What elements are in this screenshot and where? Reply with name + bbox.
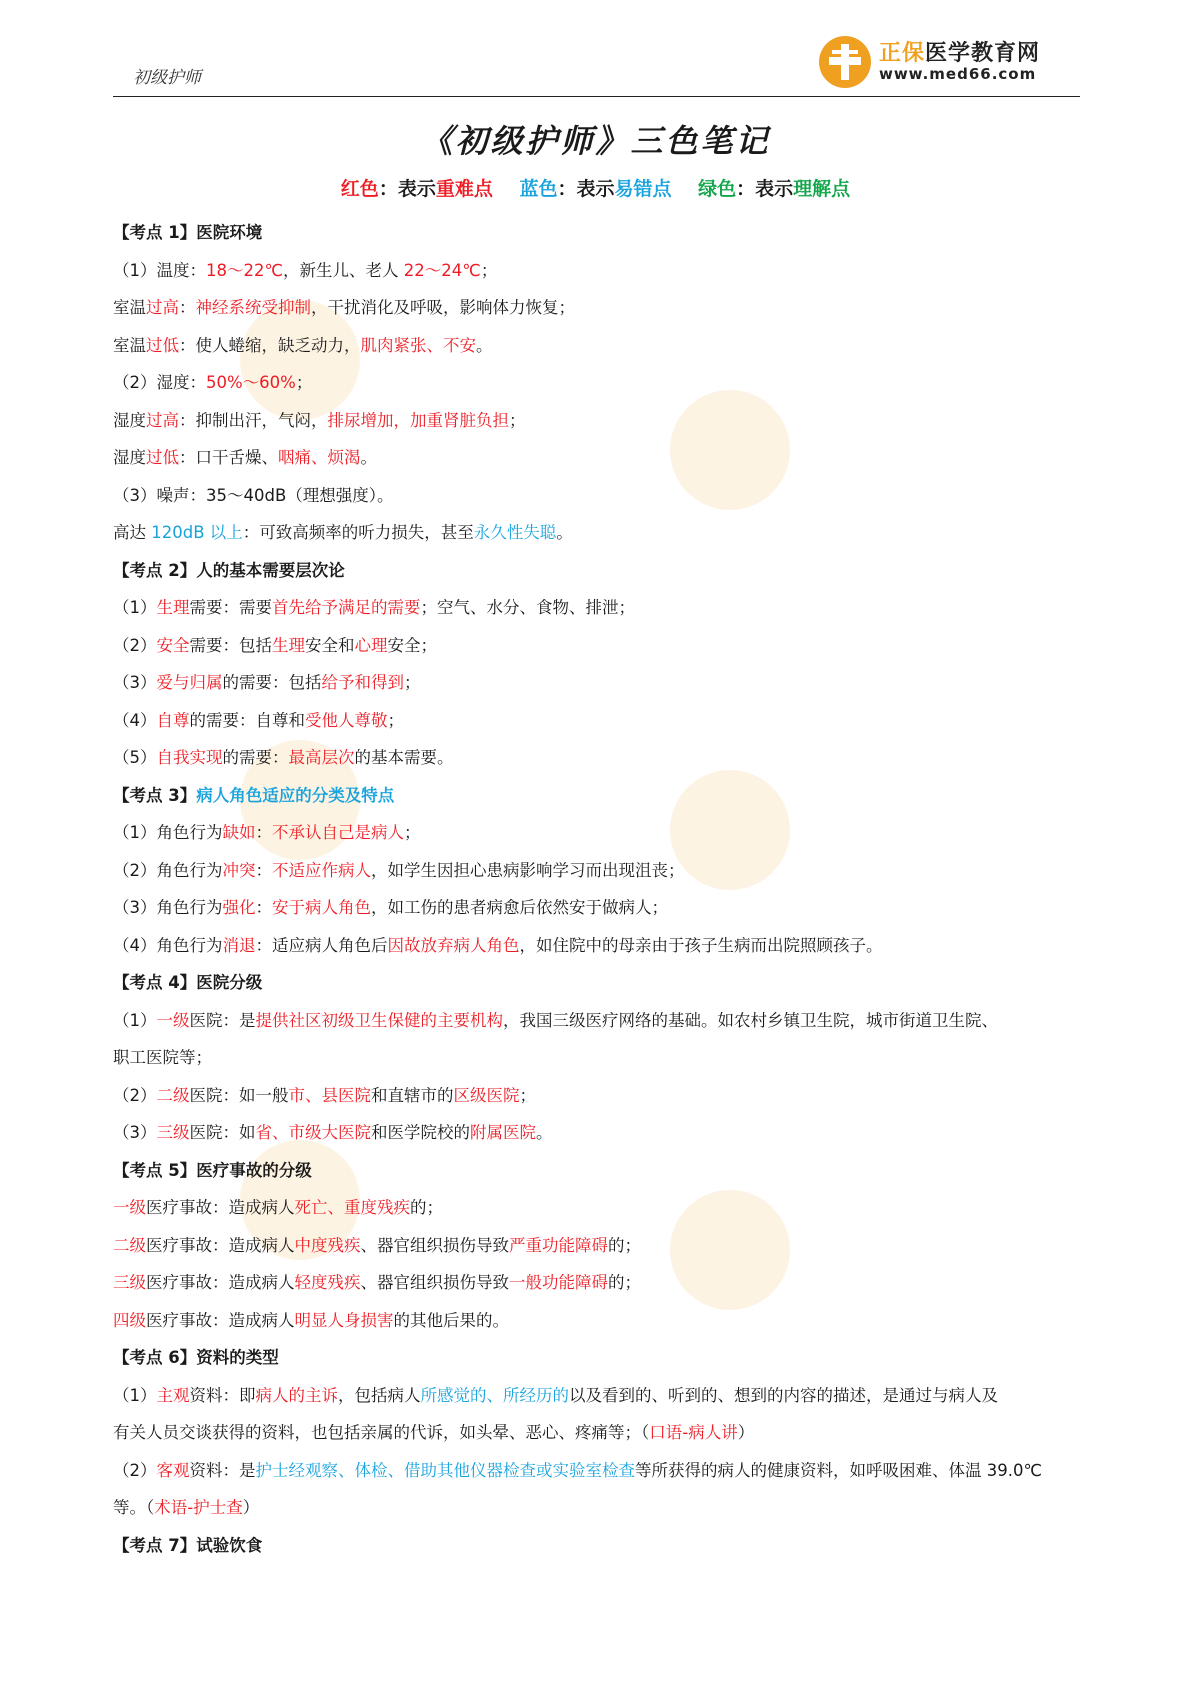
- text-segment: ：: [179, 298, 196, 317]
- text-segment: 医疗事故：造成病人: [146, 1198, 295, 1217]
- text-segment: 需要：包括: [189, 635, 272, 655]
- note-line: [113, 252, 1083, 290]
- text-segment: 的其他后果的。: [393, 1310, 509, 1330]
- red-highlight: 提供社区初级卫生保健的主要机构: [255, 1010, 503, 1030]
- red-highlight: 生理: [272, 635, 305, 655]
- note-line: [113, 889, 1083, 927]
- text-segment: （2）: [113, 635, 157, 655]
- red-highlight: 不适应作病人: [272, 860, 371, 880]
- red-highlight: 因故放弃病人角色: [387, 935, 520, 955]
- text-segment: （1）: [113, 598, 157, 617]
- text-segment: ，新生儿、老人: [283, 260, 404, 280]
- page-title: 《初级护师》三色笔记: [420, 122, 771, 160]
- text-segment: 的基本需要。: [354, 748, 454, 767]
- red-highlight: 肌肉紧张、不安: [360, 335, 476, 355]
- text-segment: ，包括病人: [338, 1385, 421, 1405]
- red-highlight: 咽痛、烦渴: [278, 448, 361, 467]
- text-segment: ：: [255, 898, 272, 917]
- red-highlight: 三级: [113, 1273, 146, 1292]
- text-segment: ；: [404, 823, 421, 842]
- text-segment: ：可致高频率的听力损失，甚至: [242, 523, 474, 542]
- note-line: [113, 1002, 1083, 1040]
- note-line: [113, 852, 1083, 890]
- text-segment: ；: [387, 710, 404, 730]
- text-segment: ：: [255, 823, 272, 842]
- color-legend: [0, 174, 1191, 201]
- notes-content: [113, 214, 1083, 1564]
- red-highlight: 22～24℃: [403, 260, 481, 280]
- red-highlight: 病人的主诉: [255, 1385, 338, 1405]
- red-highlight: 不承认自己是病人: [272, 823, 404, 842]
- brand-logo: [817, 34, 1040, 90]
- text-segment: 的需要：自尊和: [189, 710, 305, 730]
- red-highlight: 严重功能障碍: [509, 1235, 608, 1255]
- red-highlight: 生理: [156, 598, 190, 617]
- text-segment: 安全；: [387, 635, 437, 655]
- text-segment: ：适应病人角色后: [255, 935, 388, 955]
- text-segment: 、器官组织损伤导致: [360, 1273, 509, 1292]
- text-segment: ，干扰消化及呼吸，影响体力恢复；: [311, 298, 575, 317]
- red-highlight: 中度残疾: [294, 1235, 361, 1255]
- note-line: [113, 1114, 1083, 1152]
- blue-highlight: 120dB 以上: [151, 523, 243, 542]
- note-line: [113, 1414, 1083, 1452]
- text-segment: ；: [295, 373, 313, 392]
- red-highlight: 二级: [156, 1085, 190, 1105]
- text-segment: （4）: [113, 710, 157, 730]
- note-line: [113, 514, 1083, 552]
- text-segment: （1）温度：: [113, 260, 206, 280]
- legend-green: 绿色：表示理解点: [698, 178, 851, 200]
- text-segment: 湿度: [113, 448, 146, 467]
- text-segment: 以及看到的、听到的、想到的内容的描述，是通过与病人及: [569, 1385, 998, 1405]
- section-heading: [113, 964, 1083, 1002]
- text-segment: 的；: [608, 1273, 641, 1292]
- text-segment: 需要：需要: [189, 598, 272, 617]
- section-heading: [113, 1339, 1083, 1377]
- red-highlight: 冲突: [222, 860, 256, 880]
- note-line: [113, 1302, 1083, 1340]
- text-segment: ：使人蜷缩，缺乏动力，: [179, 335, 361, 355]
- text-segment: （1）: [113, 1385, 157, 1405]
- text-segment: 室温: [113, 335, 146, 355]
- text-segment: 和医学院校的: [371, 1123, 470, 1142]
- text-segment: ；: [404, 673, 421, 692]
- text-segment: 室温: [113, 298, 146, 317]
- red-highlight: 客观: [156, 1460, 190, 1480]
- red-highlight: 缺如: [222, 823, 256, 842]
- text-segment: ，我国三级医疗网络的基础。如农村乡镇卫生院，城市街道卫生院、: [503, 1010, 998, 1030]
- text-segment: （3）角色行为: [113, 898, 223, 917]
- text-segment: 职工医院等；: [113, 1048, 212, 1067]
- red-highlight: 受他人尊敬: [305, 710, 388, 730]
- note-line: [113, 327, 1083, 365]
- text-segment: ）: [242, 1498, 260, 1517]
- red-highlight: 神经系统受抑制: [195, 298, 311, 317]
- text-segment: ）: [737, 1423, 755, 1442]
- section-heading: [113, 1152, 1083, 1190]
- red-highlight: 一般功能障碍: [509, 1273, 608, 1292]
- text-segment: 湿度: [113, 410, 146, 430]
- text-segment: 【考点 1】医院环境: [113, 223, 263, 242]
- note-line: [113, 1489, 1083, 1527]
- red-highlight: 市、县医院: [288, 1085, 371, 1105]
- text-segment: 的；: [410, 1198, 443, 1217]
- red-highlight: 过低: [146, 335, 179, 355]
- text-segment: 医疗事故：造成病人: [146, 1273, 295, 1292]
- red-highlight: 给予和得到: [321, 673, 404, 692]
- text-segment: （2）湿度：: [113, 373, 206, 392]
- text-segment: 【考点 7】试验饮食: [113, 1535, 263, 1555]
- text-segment: ：: [255, 860, 272, 880]
- text-segment: 【考点 3】: [113, 785, 197, 805]
- text-segment: 。: [556, 523, 573, 542]
- text-segment: 有关人员交谈获得的资料，也包括亲属的代诉，如头晕、恶心、疼痛等；（: [113, 1423, 650, 1442]
- section-heading: [113, 214, 1083, 252]
- legend-red: 红色：表示重难点: [340, 178, 493, 200]
- text-segment: 【考点 5】医疗事故的分级: [113, 1160, 312, 1180]
- note-line: [113, 1377, 1083, 1415]
- text-segment: ；: [480, 260, 498, 280]
- note-line: [113, 1227, 1083, 1265]
- note-line: [113, 477, 1083, 515]
- red-highlight: 50%～60%: [206, 373, 296, 392]
- red-highlight: 过高: [146, 298, 179, 317]
- note-line: [113, 814, 1083, 852]
- text-segment: （2）角色行为: [113, 860, 223, 880]
- text-segment: ，如住院中的母亲由于孩子生病而出院照顾孩子。: [519, 935, 883, 955]
- text-segment: ；空气、水分、食物、排泄；: [420, 598, 635, 617]
- text-segment: （3）: [113, 1123, 157, 1142]
- red-highlight: 二级: [113, 1235, 146, 1255]
- red-highlight: 消退: [222, 935, 256, 955]
- red-highlight: 一级: [113, 1198, 146, 1217]
- text-segment: （2）: [113, 1460, 157, 1480]
- logo-url-text: www.med66.com: [878, 64, 1037, 83]
- note-line: [113, 702, 1083, 740]
- text-segment: 医院：是: [189, 1010, 256, 1030]
- text-segment: ：口干舌燥、: [179, 448, 278, 467]
- section-heading: [113, 552, 1083, 590]
- red-highlight: 18～22℃: [206, 260, 284, 280]
- text-segment: 的需要：: [222, 748, 289, 767]
- text-segment: （4）角色行为: [113, 935, 223, 955]
- text-segment: 安全和: [305, 635, 355, 655]
- text-segment: ；: [509, 410, 526, 430]
- note-line: [113, 927, 1083, 965]
- note-line: [113, 1039, 1083, 1077]
- section-heading: [113, 1527, 1083, 1565]
- text-segment: 医院：如一般: [189, 1085, 289, 1105]
- red-highlight: 自尊: [156, 710, 190, 730]
- red-highlight: 排尿增加，加重肾脏负担: [327, 410, 509, 430]
- red-highlight: 自我实现: [156, 748, 223, 767]
- text-segment: 等所获得的病人的健康资料，如呼吸困难、体温 39.0℃: [635, 1460, 1043, 1480]
- note-line: [113, 627, 1083, 665]
- red-highlight: 过高: [146, 410, 179, 430]
- red-highlight: 三级: [156, 1123, 190, 1142]
- text-segment: （3）: [113, 673, 157, 692]
- red-highlight: 一级: [156, 1010, 190, 1030]
- red-highlight: 术语-护士查: [154, 1498, 243, 1517]
- text-segment: 资料：是: [189, 1460, 256, 1480]
- text-segment: （3）噪声：35～40dB（理想强度）。: [113, 485, 394, 505]
- text-segment: ：抑制出汗，气闷，: [179, 410, 328, 430]
- red-highlight: 安于病人角色: [272, 898, 371, 917]
- note-line: [113, 1264, 1083, 1302]
- red-highlight: 明显人身损害: [294, 1310, 394, 1330]
- blue-highlight: 永久性失聪: [473, 523, 557, 542]
- text-segment: 医疗事故：造成病人: [146, 1235, 295, 1255]
- text-segment: ，如工伤的患者病愈后依然安于做病人；: [371, 898, 668, 917]
- note-line: [113, 364, 1083, 402]
- text-segment: 【考点 2】人的基本需要层次论: [113, 560, 345, 580]
- text-segment: 、器官组织损伤导致: [360, 1235, 509, 1255]
- text-segment: 和直辖市的: [371, 1085, 454, 1105]
- red-highlight: 轻度残疾: [294, 1273, 361, 1292]
- text-segment: 【考点 4】医院分级: [113, 973, 263, 992]
- red-highlight: 附属医院: [470, 1123, 536, 1142]
- logo-brand-text: 正保医学教育网: [878, 40, 1040, 66]
- text-segment: 。: [360, 448, 377, 467]
- text-segment: ；: [519, 1085, 536, 1105]
- note-line: [113, 1077, 1083, 1115]
- text-segment: 。: [536, 1123, 553, 1142]
- logo-cross-icon: [817, 34, 873, 90]
- red-highlight: 强化: [222, 898, 256, 917]
- text-segment: 资料：即: [189, 1385, 256, 1405]
- red-highlight: 最高层次: [288, 748, 355, 767]
- note-line: [113, 402, 1083, 440]
- red-highlight: 首先给予满足的需要: [272, 598, 421, 617]
- red-highlight: 省、市级大医院: [255, 1123, 371, 1142]
- header-left-text: 初级护师: [133, 68, 201, 88]
- note-line: [113, 589, 1083, 627]
- note-line: [113, 439, 1083, 477]
- red-highlight: 主观: [156, 1385, 190, 1405]
- note-line: [113, 289, 1083, 327]
- section-heading: [113, 777, 1083, 815]
- note-line: [113, 739, 1083, 777]
- red-highlight: 区级医院: [453, 1085, 520, 1105]
- text-segment: （1）角色行为: [113, 823, 223, 842]
- red-highlight: 口语-病人讲: [649, 1423, 738, 1442]
- blue-highlight: 护士经观察、体检、借助其他仪器检查或实验室检查: [255, 1460, 635, 1480]
- note-line: [113, 1452, 1083, 1490]
- page-header: [113, 0, 1080, 97]
- text-segment: （2）: [113, 1085, 157, 1105]
- legend-blue: 蓝色：表示易错点: [519, 178, 672, 200]
- red-highlight: 四级: [113, 1310, 146, 1330]
- text-segment: ，如学生因担心患病影响学习而出现沮丧；: [371, 860, 685, 880]
- text-segment: 的需要：包括: [222, 673, 322, 692]
- text-segment: 的；: [608, 1235, 641, 1255]
- text-segment: （5）: [113, 748, 157, 767]
- text-segment: 医疗事故：造成病人: [146, 1310, 295, 1330]
- text-segment: 【考点 6】资料的类型: [113, 1348, 279, 1367]
- text-segment: 。: [476, 335, 493, 355]
- note-line: [113, 664, 1083, 702]
- text-segment: 医院：如: [189, 1123, 256, 1142]
- red-highlight: 过低: [146, 448, 179, 467]
- note-line: [113, 1189, 1083, 1227]
- text-segment: （1）: [113, 1010, 157, 1030]
- red-highlight: 安全: [156, 635, 190, 655]
- text-segment: 等。（: [113, 1498, 155, 1517]
- text-segment: 高达: [113, 523, 152, 542]
- blue-highlight: 所感觉的、所经历的: [420, 1385, 569, 1405]
- blue-highlight: 病人角色适应的分类及特点: [196, 785, 395, 805]
- red-highlight: 心理: [354, 635, 388, 655]
- red-highlight: 爱与归属: [156, 673, 223, 692]
- red-highlight: 死亡、重度残疾: [294, 1198, 410, 1217]
